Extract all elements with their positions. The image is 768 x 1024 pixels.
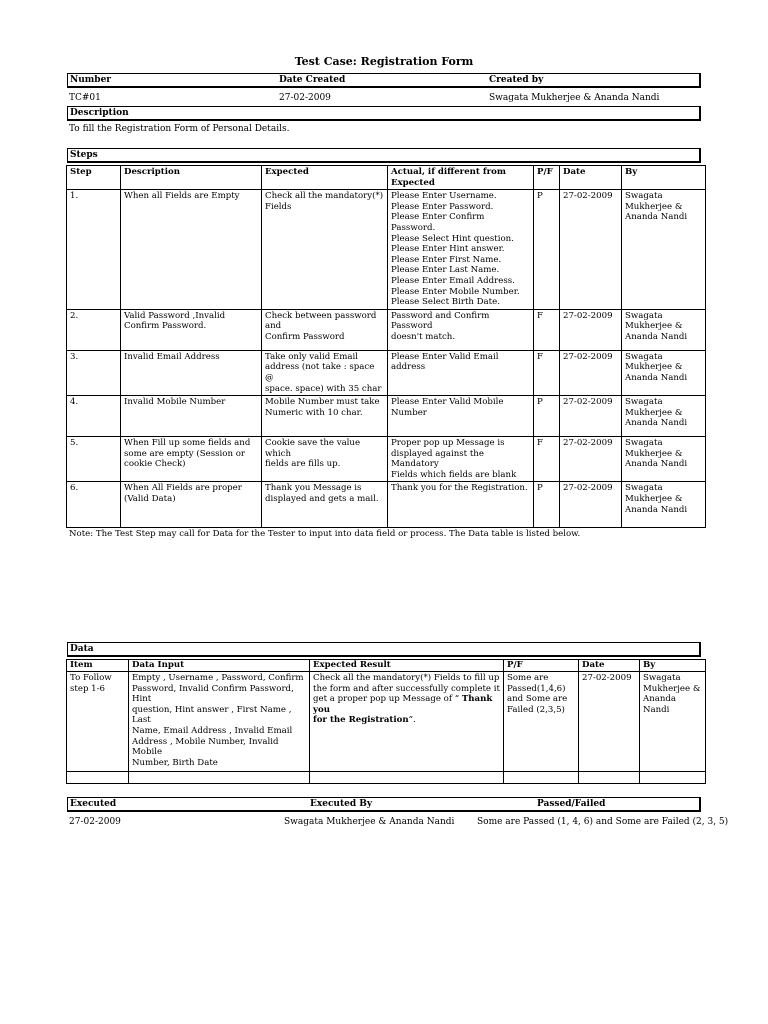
- number-label: Number: [70, 75, 112, 85]
- table-row: [67, 309, 706, 350]
- column-header: Date: [579, 660, 640, 672]
- step-pf: F: [534, 309, 560, 350]
- step-date: 27-02-2009: [560, 437, 622, 482]
- executed-by-label: Executed By: [310, 799, 373, 809]
- test-case-number: TC#01: [69, 93, 101, 103]
- step-actual: Thank you for the Registration.: [388, 482, 534, 528]
- executed-label: Executed: [70, 799, 117, 809]
- column-header: By: [640, 660, 706, 672]
- column-header: Data Input: [129, 660, 310, 672]
- step-number: 1.: [67, 190, 121, 310]
- data-item: To Follow step 1-6: [67, 672, 129, 772]
- step-pf: P: [534, 482, 560, 528]
- passed-failed-value: Some are Passed (1, 4, 6) and Some are Failed (2, 3, 5): [477, 817, 729, 827]
- date-created-value: 27-02-2009: [279, 93, 331, 103]
- step-by: Swagata Mukherjee & Ananda Nandi: [622, 190, 706, 310]
- description-text: To fill the Registration Form of Personal Details.: [69, 124, 290, 134]
- steps-header-row: [67, 166, 706, 190]
- footer-label-bar: [67, 797, 701, 812]
- table-row: [67, 772, 706, 784]
- column-header: Description: [121, 166, 262, 190]
- empty-cell: [67, 772, 129, 784]
- step-number: 4.: [67, 396, 121, 437]
- data-pf: Some are Passed(1,4,6) and Some are Failed (2,3,5): [504, 672, 579, 772]
- step-actual: Please Enter Valid Email address: [388, 350, 534, 395]
- created-by-label: Created by: [489, 75, 544, 85]
- data-label-bar: [67, 642, 701, 657]
- executed-date: 27-02-2009: [69, 817, 121, 827]
- document-title: Test Case: Registration Form: [294, 55, 474, 68]
- data-date: 27-02-2009: [579, 672, 640, 772]
- step-date: 27-02-2009: [560, 350, 622, 395]
- step-description: Valid Password ,Invalid Confirm Password.: [121, 309, 262, 350]
- data-input: Empty , Username , Password, Confirm Password, Invalid Confirm Password, Hint question, Hint answer , First Name , Last Name, Email Address , Invalid Email Address , Mobile Number, Invalid Mobile Number, Birth Date: [129, 672, 310, 772]
- data-header-row: [67, 660, 706, 672]
- date-created-label: Date Created: [279, 75, 346, 85]
- steps-label: Steps: [70, 150, 98, 160]
- description-label: Description: [70, 108, 129, 118]
- step-description: When all Fields are Empty: [121, 190, 262, 310]
- column-header: Item: [67, 660, 129, 672]
- executed-by-value: Swagata Mukherjee & Ananda Nandi: [284, 817, 455, 827]
- column-header: Step: [67, 166, 121, 190]
- description-label-bar: [67, 106, 701, 121]
- step-expected: Mobile Number must take Numeric with 10 char.: [262, 396, 388, 437]
- test-note: Note: The Test Step may call for Data for the Tester to input into data field or process. The Data table is listed below.: [69, 529, 581, 539]
- data-by: Swagata Mukherjee & Ananda Nandi: [640, 672, 706, 772]
- empty-cell: [640, 772, 706, 784]
- steps-label-bar: [67, 148, 701, 163]
- expected-result-emphasis: Thank you for the Registration: [313, 694, 493, 726]
- step-description: Invalid Email Address: [121, 350, 262, 395]
- step-pf: P: [534, 190, 560, 310]
- expected-result-tail: ”.: [408, 715, 416, 726]
- step-by: Swagata Mukherjee & Ananda Nandi: [622, 350, 706, 395]
- empty-cell: [129, 772, 310, 784]
- step-expected: Thank you Message is displayed and gets a mail.: [262, 482, 388, 528]
- step-date: 27-02-2009: [560, 309, 622, 350]
- steps-table: [66, 165, 706, 528]
- step-description: Invalid Mobile Number: [121, 396, 262, 437]
- empty-cell: [310, 772, 504, 784]
- table-row: [67, 350, 706, 395]
- step-number: 2.: [67, 309, 121, 350]
- column-header: Date: [560, 166, 622, 190]
- header-label-bar: [67, 73, 701, 88]
- data-table: [66, 659, 706, 784]
- data-label: Data: [70, 644, 94, 654]
- step-pf: F: [534, 437, 560, 482]
- expected-result-text: Check all the mandatory(*) Fields to fill up the form and after successfully complete it get a proper pop up Message of “: [313, 673, 500, 705]
- column-header: Expected Result: [310, 660, 504, 672]
- column-header: Actual, if different from Expected: [388, 166, 534, 190]
- empty-cell: [579, 772, 640, 784]
- step-number: 6.: [67, 482, 121, 528]
- step-by: Swagata Mukherjee & Ananda Nandi: [622, 309, 706, 350]
- passed-failed-label: Passed/Failed: [537, 799, 606, 809]
- created-by-value: Swagata Mukherjee & Ananda Nandi: [489, 93, 660, 103]
- step-actual: Proper pop up Message is displayed against the Mandatory Fields which fields are blank: [388, 437, 534, 482]
- step-date: 27-02-2009: [560, 190, 622, 310]
- data-expected-result: [310, 672, 504, 772]
- step-actual: Please Enter Valid Mobile Number: [388, 396, 534, 437]
- step-expected: Take only valid Email address (not take : space @ space. space) with 35 char: [262, 350, 388, 395]
- step-description: When Fill up some fields and some are empty (Session or cookie Check): [121, 437, 262, 482]
- step-number: 3.: [67, 350, 121, 395]
- step-by: Swagata Mukherjee & Ananda Nandi: [622, 396, 706, 437]
- table-row: [67, 437, 706, 482]
- step-by: Swagata Mukherjee & Ananda Nandi: [622, 482, 706, 528]
- table-row: [67, 190, 706, 310]
- table-row: [67, 396, 706, 437]
- table-row: [67, 482, 706, 528]
- step-actual: Please Enter Username. Please Enter Password. Please Enter Confirm Password. Please Select Hint question. Please Enter Hint answer. Please Enter First Name. Please Enter Last Name. Please Enter Email Address. Please Enter Mobile Number. Please Select Birth Date.: [388, 190, 534, 310]
- step-pf: P: [534, 396, 560, 437]
- step-description: When All Fields are proper (Valid Data): [121, 482, 262, 528]
- empty-cell: [504, 772, 579, 784]
- step-by: Swagata Mukherjee & Ananda Nandi: [622, 437, 706, 482]
- column-header: Expected: [262, 166, 388, 190]
- column-header: P/F: [534, 166, 560, 190]
- column-header: P/F: [504, 660, 579, 672]
- step-date: 27-02-2009: [560, 482, 622, 528]
- column-header: By: [622, 166, 706, 190]
- step-date: 27-02-2009: [560, 396, 622, 437]
- step-expected: Check all the mandatory(*) Fields: [262, 190, 388, 310]
- table-row: [67, 672, 706, 772]
- step-pf: F: [534, 350, 560, 395]
- step-expected: Check between password and Confirm Password: [262, 309, 388, 350]
- step-expected: Cookie save the value which fields are fills up.: [262, 437, 388, 482]
- step-number: 5.: [67, 437, 121, 482]
- step-actual: Password and Confirm Password doesn't match.: [388, 309, 534, 350]
